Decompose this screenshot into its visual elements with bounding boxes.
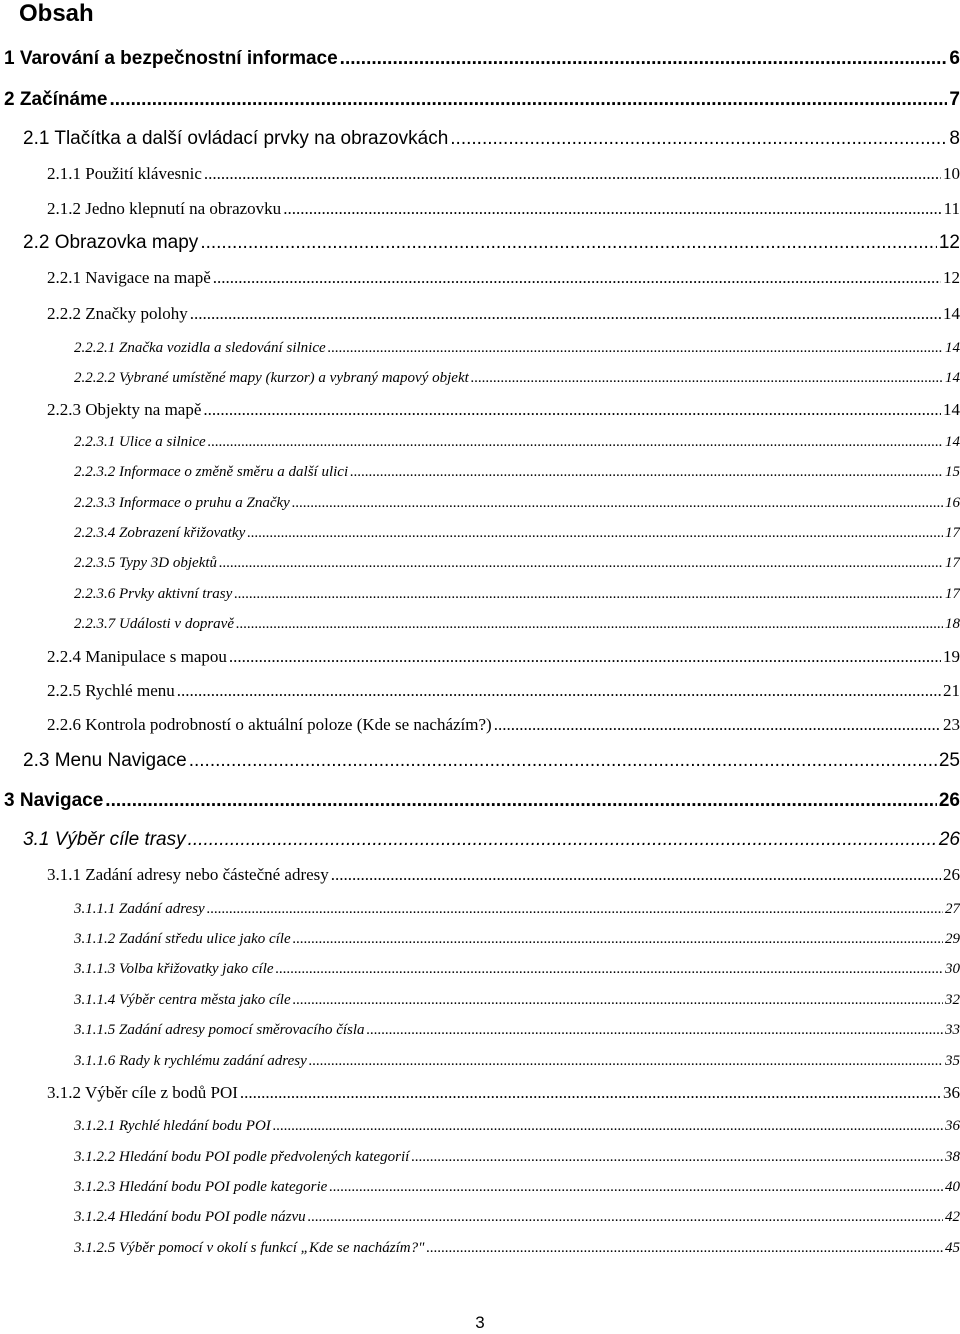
toc-entry-label: 2.2.5 Rychlé menu bbox=[47, 681, 175, 700]
toc-entry-label: 2.2.4 Manipulace s mapou bbox=[47, 647, 227, 666]
toc-entry-3-1-1[interactable] bbox=[47, 864, 960, 886]
toc-entry-page: 30 bbox=[945, 961, 960, 977]
toc-entry-2-2-3-4[interactable] bbox=[74, 523, 960, 543]
toc-entry-page: 29 bbox=[945, 931, 960, 947]
toc-entry-page: 27 bbox=[945, 901, 960, 917]
toc-entry-3-1-1-2[interactable] bbox=[74, 929, 960, 949]
toc-entry-label: 2.2.3.1 Ulice a silnice bbox=[74, 434, 206, 450]
toc-entry-label: 2.2 Obrazovka mapy bbox=[23, 232, 199, 253]
toc-entry-page: 16 bbox=[945, 495, 960, 511]
toc-entry-page: 19 bbox=[943, 647, 960, 666]
toc-leader-dots bbox=[494, 714, 941, 736]
toc-entry-page: 14 bbox=[943, 304, 960, 323]
toc-entry-label: 3.1.2 Výběr cíle z bodů POI bbox=[47, 1083, 238, 1102]
toc-entry-label: 3.1 Výběr cíle trasy bbox=[23, 829, 186, 850]
toc-entry-3-1-1-5[interactable] bbox=[74, 1020, 960, 1040]
toc-entry-page: 17 bbox=[945, 555, 960, 571]
toc-entry-label: 2.2.2.1 Značka vozidla a sledování silnice bbox=[74, 340, 326, 356]
toc-leader-dots bbox=[247, 523, 943, 543]
toc-entry-2-2-3-2[interactable] bbox=[74, 462, 960, 482]
toc-entry-2-2-4[interactable] bbox=[47, 646, 960, 668]
toc-entry-3-1-2-4[interactable] bbox=[74, 1207, 960, 1227]
toc-leader-dots bbox=[234, 584, 943, 604]
toc-leader-dots bbox=[426, 1238, 943, 1258]
toc-entry-page: 12 bbox=[938, 232, 960, 253]
toc-entry-2-2-5[interactable] bbox=[47, 680, 960, 702]
toc-leader-dots bbox=[283, 198, 941, 220]
toc-entry-label: 3.1.1.3 Volba křižovatky jako cíle bbox=[74, 961, 274, 977]
toc-entry-label: 3.1.2.4 Hledání bodu POI podle názvu bbox=[74, 1209, 306, 1225]
toc-entry-label: 2.2.3 Objekty na mapě bbox=[47, 400, 202, 419]
toc-entry-page: 14 bbox=[945, 370, 960, 386]
toc-entry-1[interactable] bbox=[4, 47, 960, 71]
page-number: 3 bbox=[475, 1313, 485, 1332]
toc-entry-2-2-1[interactable] bbox=[47, 267, 960, 289]
toc-leader-dots bbox=[328, 338, 943, 358]
toc-entry-2-2-6[interactable] bbox=[47, 714, 960, 736]
toc-entry-page: 6 bbox=[949, 48, 960, 69]
toc-entry-3-1-1-4[interactable] bbox=[74, 990, 960, 1010]
toc-leader-dots bbox=[213, 267, 941, 289]
toc-entry-3-1-2[interactable] bbox=[47, 1082, 960, 1104]
toc-entry-label: 2.2.2 Značky polohy bbox=[47, 304, 188, 323]
page-title: Obsah bbox=[19, 0, 94, 27]
toc-entry-2-2-2-2[interactable] bbox=[74, 368, 960, 388]
toc-entry-label: 2.2.3.3 Informace o pruhu a Značky bbox=[74, 495, 290, 511]
toc-entry-3-1-2-5[interactable] bbox=[74, 1238, 960, 1258]
toc-entry-page: 12 bbox=[943, 268, 960, 287]
toc-entry-3-1-1-6[interactable] bbox=[74, 1051, 960, 1071]
toc-entry-page: 25 bbox=[938, 750, 960, 771]
toc-entry-2-2-3-7[interactable] bbox=[74, 614, 960, 634]
toc-leader-dots bbox=[177, 680, 941, 702]
toc-entry-2-2-2-1[interactable] bbox=[74, 338, 960, 358]
toc-leader-dots bbox=[105, 789, 937, 813]
toc-entry-3-1-2-3[interactable] bbox=[74, 1177, 960, 1197]
toc-entry-label: 3.1.2.3 Hledání bodu POI podle kategorie bbox=[74, 1179, 328, 1195]
toc-leader-dots bbox=[450, 127, 947, 151]
toc-leader-dots bbox=[293, 990, 943, 1010]
toc-leader-dots bbox=[110, 88, 948, 112]
toc-entry-label: 2.1.1 Použití klávesnic bbox=[47, 164, 202, 183]
toc-entry-2-1-2[interactable] bbox=[47, 198, 960, 220]
toc-leader-dots bbox=[350, 462, 943, 482]
toc-leader-dots bbox=[203, 399, 941, 421]
toc-entry-page: 40 bbox=[945, 1179, 960, 1195]
toc-leader-dots bbox=[219, 553, 943, 573]
toc-entry-page: 7 bbox=[949, 89, 960, 110]
toc-entry-2-2-2[interactable] bbox=[47, 303, 960, 325]
toc-entry-2-2-3-1[interactable] bbox=[74, 432, 960, 452]
toc-leader-dots bbox=[207, 899, 943, 919]
toc-leader-dots bbox=[208, 432, 943, 452]
toc-entry-label: 3.1.2.1 Rychlé hledání bodu POI bbox=[74, 1118, 271, 1134]
toc-entry-2-3[interactable] bbox=[23, 749, 960, 773]
toc-entry-label: 2.2.3.4 Zobrazení křižovatky bbox=[74, 525, 246, 541]
toc-entry-label: 2.2.6 Kontrola podrobností o aktuální poloze (Kde se nacházím?) bbox=[47, 715, 492, 734]
toc-entry-3-1-1-3[interactable] bbox=[74, 959, 960, 979]
toc-entry-page: 26 bbox=[943, 865, 960, 884]
toc-entry-label: 3 Navigace bbox=[4, 790, 104, 811]
toc-entry-page: 26 bbox=[938, 829, 960, 850]
toc-leader-dots bbox=[189, 749, 937, 773]
toc-leader-dots bbox=[411, 1147, 943, 1167]
toc-entry-label: 2.2.3.7 Události v dopravě bbox=[74, 616, 234, 632]
toc-leader-dots bbox=[309, 1051, 943, 1071]
toc-entry-label: 2.2.1 Navigace na mapě bbox=[47, 268, 211, 287]
toc-leader-dots bbox=[292, 493, 943, 513]
toc-leader-dots bbox=[229, 646, 941, 668]
toc-entry-page: 14 bbox=[943, 400, 960, 419]
toc-entry-3-1-1-1[interactable] bbox=[74, 899, 960, 919]
toc-entry-page: 33 bbox=[945, 1022, 960, 1038]
toc-entry-label: 1 Varování a bezpečnostní informace bbox=[4, 48, 338, 69]
toc-entry-2-1[interactable] bbox=[23, 127, 960, 151]
toc-entry-2-2-3-5[interactable] bbox=[74, 553, 960, 573]
toc-entry-page: 35 bbox=[945, 1053, 960, 1069]
toc-entry-page: 17 bbox=[945, 525, 960, 541]
toc-leader-dots bbox=[273, 1116, 943, 1136]
toc-entry-page: 8 bbox=[949, 128, 960, 149]
toc-entry-label: 3.1.1 Zadání adresy nebo částečné adresy bbox=[47, 865, 329, 884]
toc-entry-page: 42 bbox=[945, 1209, 960, 1225]
toc-entry-label: 3.1.1.2 Zadání středu ulice jako cíle bbox=[74, 931, 291, 947]
toc-leader-dots bbox=[471, 368, 943, 388]
toc-leader-dots bbox=[200, 231, 937, 255]
toc-entry-label: 3.1.2.2 Hledání bodu POI podle předvolených kategorií bbox=[74, 1149, 410, 1165]
toc-entry-label: 2.1 Tlačítka a další ovládací prvky na obrazovkách bbox=[23, 128, 449, 149]
toc-entry-page: 15 bbox=[945, 464, 960, 480]
toc-leader-dots bbox=[204, 163, 941, 185]
toc-entry-page: 32 bbox=[945, 992, 960, 1008]
toc-entry-2-2-3[interactable] bbox=[47, 399, 960, 421]
toc-entry-label: 2.1.2 Jedno klepnutí na obrazovku bbox=[47, 199, 282, 218]
toc-entry-label: 2.2.3.6 Prvky aktivní trasy bbox=[74, 586, 233, 602]
toc-entry-page: 26 bbox=[938, 790, 960, 811]
toc-entry-3-1[interactable] bbox=[23, 828, 960, 852]
toc-entry-label: 3.1.2.5 Výběr pomocí v okolí s funkcí „Kde se nacházím?" bbox=[74, 1240, 425, 1256]
toc-leader-dots bbox=[276, 959, 943, 979]
toc-entry-page: 18 bbox=[945, 616, 960, 632]
toc-entry-page: 14 bbox=[945, 434, 960, 450]
toc-entry-label: 2.2.3.5 Typy 3D objektů bbox=[74, 555, 218, 571]
toc-entry-page: 10 bbox=[943, 164, 960, 183]
toc-entry-label: 3.1.1.1 Zadání adresy bbox=[74, 901, 205, 917]
toc-entry-page: 11 bbox=[943, 199, 960, 218]
toc-entry-label: 3.1.1.4 Výběr centra města jako cíle bbox=[74, 992, 291, 1008]
toc-entry-page: 45 bbox=[945, 1240, 960, 1256]
toc-entry-2-2-3-3[interactable] bbox=[74, 493, 960, 513]
toc-leader-dots bbox=[308, 1207, 943, 1227]
toc-entry-3-1-2-1[interactable] bbox=[74, 1116, 960, 1136]
toc-leader-dots bbox=[188, 828, 937, 852]
toc-entry-2[interactable] bbox=[4, 88, 960, 112]
toc-leader-dots bbox=[293, 929, 943, 949]
toc-leader-dots bbox=[367, 1020, 943, 1040]
toc-entry-page: 17 bbox=[945, 586, 960, 602]
toc-leader-dots bbox=[190, 303, 941, 325]
toc-entry-2-2-3-6[interactable] bbox=[74, 584, 960, 604]
toc-entry-page: 36 bbox=[945, 1118, 960, 1134]
toc-entry-page: 38 bbox=[945, 1149, 960, 1165]
toc-entry-label: 3.1.1.6 Rady k rychlému zadání adresy bbox=[74, 1053, 307, 1069]
toc-entry-label: 2 Začínáme bbox=[4, 89, 108, 110]
toc-entry-2-2[interactable] bbox=[23, 231, 960, 255]
toc-entry-label: 2.2.3.2 Informace o změně směru a další ulici bbox=[74, 464, 349, 480]
toc-leader-dots bbox=[240, 1082, 941, 1104]
toc-leader-dots bbox=[236, 614, 943, 634]
toc-entry-page: 21 bbox=[943, 681, 960, 700]
toc-entry-label: 2.3 Menu Navigace bbox=[23, 750, 187, 771]
toc-leader-dots bbox=[331, 864, 941, 886]
toc-entry-page: 23 bbox=[943, 715, 960, 734]
toc-entry-page: 14 bbox=[945, 340, 960, 356]
toc-entry-3-1-2-2[interactable] bbox=[74, 1147, 960, 1167]
toc-entry-2-1-1[interactable] bbox=[47, 163, 960, 185]
toc-entry-3[interactable] bbox=[4, 789, 960, 813]
toc-entry-page: 36 bbox=[943, 1083, 960, 1102]
toc-entry-label: 3.1.1.5 Zadání adresy pomocí směrovacího čísla bbox=[74, 1022, 365, 1038]
toc-leader-dots bbox=[340, 47, 948, 71]
toc-leader-dots bbox=[329, 1177, 943, 1197]
toc-entry-label: 2.2.2.2 Vybrané umístěné mapy (kurzor) a vybraný mapový objekt bbox=[74, 370, 469, 386]
